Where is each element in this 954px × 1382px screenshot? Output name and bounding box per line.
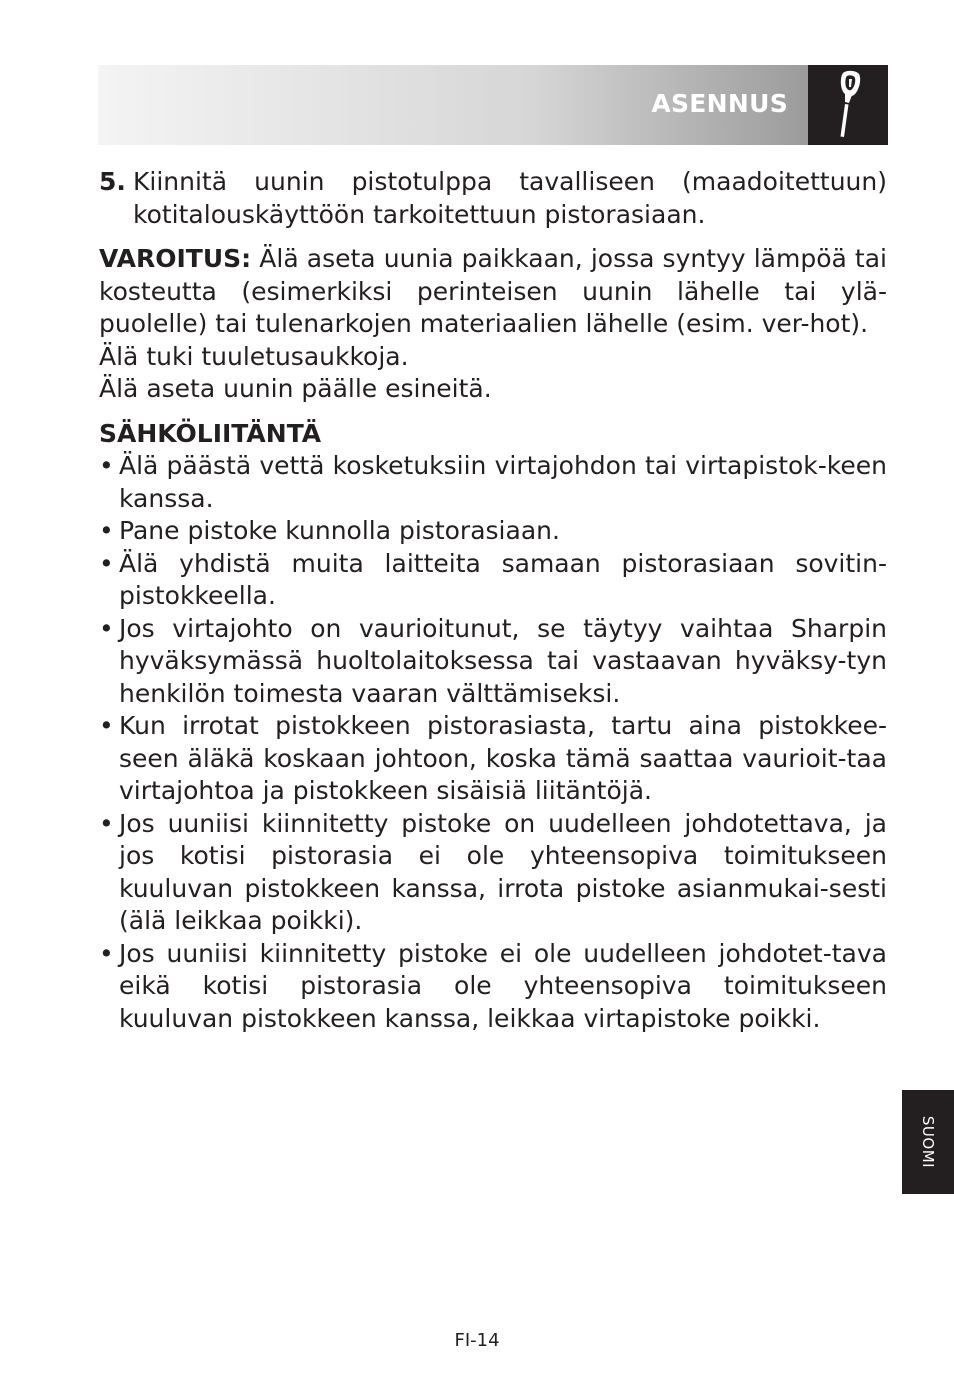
section-title: ASENNUS xyxy=(651,89,788,118)
bullet-dot: • xyxy=(99,516,114,545)
bullet-dot: • xyxy=(99,938,114,968)
list-item-text: Pane pistoke kunnolla pistorasiaan. xyxy=(119,516,560,545)
section-heading: SÄHKÖLIITÄNTÄ xyxy=(99,418,322,448)
list-item xyxy=(99,808,887,938)
list-item-text: Kun irrotat pistokkeen pistorasiasta, tartu aina pistokkee-seen äläkä koskaan johtoon, koska tämä saattaa vaurioit-taa virtajohtoa ja pistokkeen sisäisiä liitäntöjä. xyxy=(119,711,887,805)
list-item xyxy=(99,548,887,613)
page-content xyxy=(99,166,887,1035)
bullet-dot: • xyxy=(99,548,114,578)
list-item xyxy=(99,710,887,808)
list-item-text: Älä päästä vettä kosketuksiin virtajohdon tai virtapistok-keen kanssa. xyxy=(119,451,887,513)
warning-line-ventilation: Älä tuki tuuletusaukkoja. xyxy=(99,341,409,371)
list-item-text: Jos uuniisi kiinnitetty pistoke ei ole uudelleen johdotet-tava eikä kotisi pistorasia ole yhteensopiva toimitukseen kuuluvan pistokkeen kanssa, leikkaa virtapistoke poikki. xyxy=(119,938,887,1033)
step-5 xyxy=(99,166,887,231)
list-item-text: Älä yhdistä muita laitteita samaan pistorasiaan sovitin-pistokkeella. xyxy=(119,548,887,610)
bullet-dot: • xyxy=(99,808,114,838)
step-number: 5. xyxy=(99,167,126,196)
list-item-text: Jos virtajohto on vaurioitunut, se täytyy vaihtaa Sharpin hyväksymässä huoltolaitoksessa tai vastaavan hyväksy-tyn henkilön toimesta vaaran välttämiseksi. xyxy=(119,613,887,708)
list-item xyxy=(99,938,887,1036)
list-item-text: Jos uuniisi kiinnitetty pistoke on uudelleen johdotettava, ja jos kotisi pistorasia ei ole yhteensopiva toimitukseen kuuluvan pistokkeen kanssa, irrota pistoke asianmukai-sesti (älä leikkaa poikki). xyxy=(119,808,887,935)
bullet-dot: • xyxy=(99,613,114,643)
bullet-dot: • xyxy=(99,711,114,740)
warning-label: VAROITUS: xyxy=(99,244,252,273)
language-side-tab xyxy=(902,1090,954,1194)
warning-paragraph xyxy=(99,243,887,341)
bullet-dot: • xyxy=(99,451,114,480)
section-header-bar xyxy=(98,65,888,145)
page-number: FI-14 xyxy=(454,1330,500,1351)
list-item xyxy=(99,450,887,515)
screwdriver-icon xyxy=(832,69,866,141)
list-item xyxy=(99,515,887,548)
warning-line-objects: Älä aseta uunin päälle esineitä. xyxy=(99,374,492,403)
warning-text: Älä aseta uunia paikkaan, jossa syntyy lämpöä tai kosteutta (esimerkiksi perinteisen uunin lähelle tai ylä-puolelle) tai tulenarkojen materiaalien lähelle (esim. ver-hot). xyxy=(99,244,887,338)
warning-block xyxy=(99,243,887,406)
list-item xyxy=(99,613,887,711)
electrical-bullet-list xyxy=(99,450,887,1035)
language-label: SUOMI xyxy=(919,1115,937,1169)
step-text: Kiinnitä uunin pistotulppa tavalliseen (maadoitettuun) kotitalouskäyttöön tarkoitettuun pistorasiaan. xyxy=(133,167,887,229)
header-icon-box xyxy=(808,65,888,145)
